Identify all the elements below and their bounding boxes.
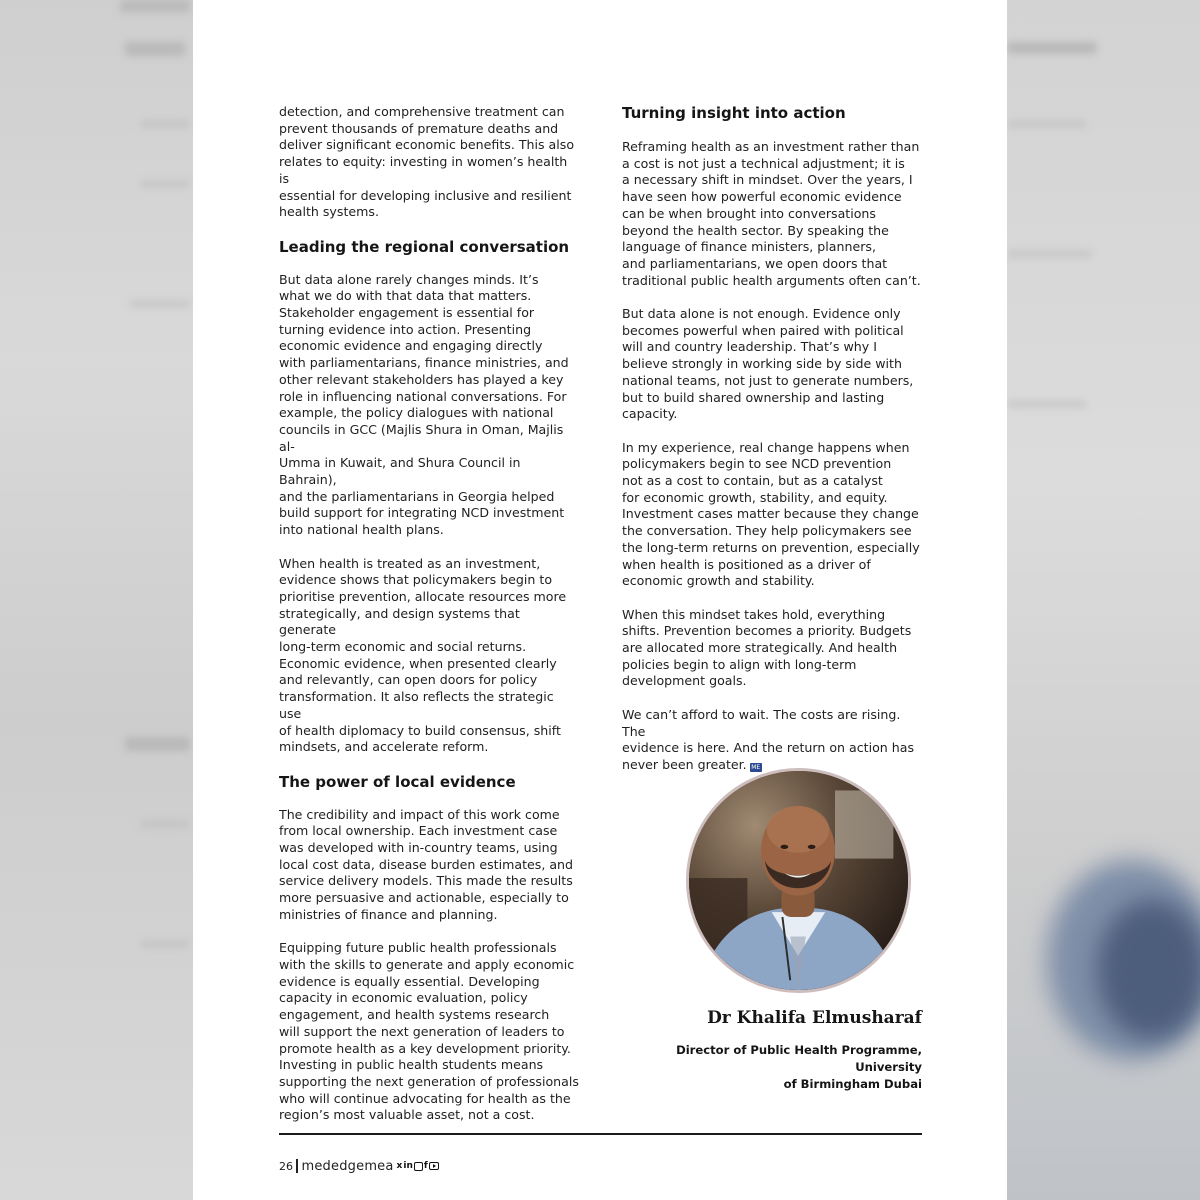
left-column <box>279 104 579 1141</box>
paragraph: But data alone is not enough. Evidence only becomes powerful when paired with political will and country leadership. That’s why I believe strongly in working side by side with national teams, not just to generate numbers, but to build shared ownership and lasting capacity. <box>622 306 914 422</box>
end-mark-icon: ME <box>751 763 761 771</box>
page-number: 26 <box>279 1159 293 1173</box>
paragraph: The credibility and impact of this work come from local ownership. Each investment case was developed with in-country teams, using local cost data, disease burden estimates, and service delivery models. This made the results more persuasive and actionable, especially to ministries of finance and planning. <box>279 806 574 922</box>
author-name: Dr Khalifa Elmusharaf <box>707 1008 922 1028</box>
author-photo <box>689 771 908 990</box>
author-role: Director of Public Health Programme, University of Birmingham Dubai <box>676 1043 922 1091</box>
social-icons <box>397 1161 439 1171</box>
facebook-icon[interactable]: f <box>423 1161 428 1171</box>
right-column <box>622 104 922 790</box>
heading-leading-regional-conversation: Leading the regional conversation <box>279 237 570 256</box>
author-portrait <box>686 768 911 993</box>
instagram-icon[interactable] <box>414 1162 423 1171</box>
magazine-page <box>193 0 1007 1200</box>
footer-divider <box>279 1133 922 1135</box>
page-footer <box>279 1158 439 1174</box>
intro-paragraph: detection, and comprehensive treatment can prevent thousands of premature deaths and deliver significant economic benefits. This also relates to equity: investing in women’s health is essential for developing inclusive and resilient health systems. <box>279 104 575 220</box>
paragraph: In my experience, real change happens when policymakers begin to see NCD prevention not as a cost to contain, but as a catalyst for economic growth, stability, and equity. Investment cases matter because they change the conversation. They help policymakers see the long-term returns on prevention, especially when health is positioned as a driver of economic growth and stability. <box>622 439 920 589</box>
paragraph: Reframing health as an investment rather than a cost is not just a technical adjustment; it is a necessary shift in mindset. Over the years, I have seen how powerful economic evidence can be when brought into conversations beyond the health sector. By speaking the language of finance ministers, planners, and parliamentarians, we open doors that traditional public health arguments often can’t. <box>622 139 921 288</box>
background-blur-left <box>0 0 193 1200</box>
x-icon[interactable]: x <box>396 1161 403 1171</box>
paragraph: When health is treated as an investment, evidence shows that policymakers begin to prioritise prevention, allocate resources more strategically, and design systems that generate long-term economic and social returns. Economic evidence, when presented clearly and relevantly, can open doors for policy transformation. It also reflects the strategic use of health diplomacy to build consensus, shift mindsets, and accelerate reform. <box>279 555 567 755</box>
background-blur-right <box>1007 0 1200 1200</box>
heading-power-of-local-evidence: The power of local evidence <box>279 772 516 791</box>
heading-turning-insight-into-action: Turning insight into action <box>622 104 846 122</box>
brand-handle: mededgemea <box>301 1158 394 1174</box>
paragraph: When this mindset takes hold, everything shifts. Prevention becomes a priority. Budgets are allocated more strategically. And health policies begin to align with long-term development goals. <box>622 606 912 689</box>
linkedin-icon[interactable]: in <box>403 1161 413 1171</box>
paragraph: But data alone rarely changes minds. It’s what we do with that data that matters. Stakeholder engagement is essential for turning evidence into action. Presenting economic evidence and engaging directly with parliamentarians, finance ministries, and other relevant stakeholders has played a key role in influencing national conversations. For example, the policy dialogues with national councils in GCC (Majlis Shura in Oman, Majlis al- Umma in Kuwait, and Shura Council in Bahrain), and the parliamentarians in Georgia helped build support for integrating NCD investment into national health plans. <box>279 271 569 538</box>
youtube-icon[interactable] <box>429 1162 439 1170</box>
closing-paragraph <box>622 707 922 774</box>
paragraph: Equipping future public health professionals with the skills to generate and apply economic evidence is equally essential. Developing capacity in economic evaluation, policy engagement, and health systems research will support the next generation of leaders to promote health as a key development priority. Investing in public health students means supporting the next generation of professionals who will continue advocating for health as the region’s most valuable asset, not a cost. <box>279 940 579 1123</box>
closing-text: We can’t afford to wait. The costs are rising. The evidence is here. And the return on action has never been greater. <box>622 706 915 772</box>
footer-separator <box>296 1159 298 1173</box>
